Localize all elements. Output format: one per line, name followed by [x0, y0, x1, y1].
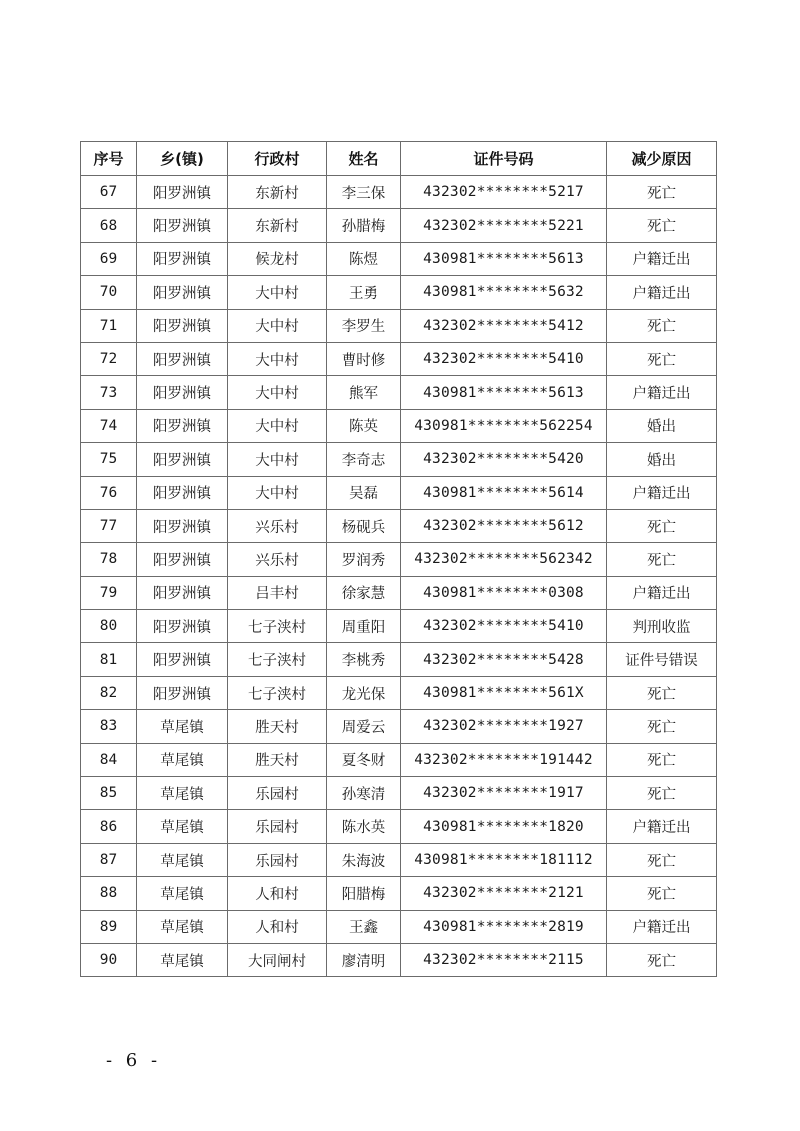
header-township: 乡(镇) — [137, 142, 228, 176]
cell-id-number: 430981********5613 — [401, 242, 607, 275]
cell-name: 龙光保 — [327, 676, 401, 709]
cell-id-number: 432302********5420 — [401, 443, 607, 476]
cell-township: 草尾镇 — [137, 943, 228, 976]
cell-township: 草尾镇 — [137, 910, 228, 943]
cell-id-number: 430981********5614 — [401, 476, 607, 509]
cell-township: 阳罗洲镇 — [137, 643, 228, 676]
table-row — [81, 242, 717, 275]
cell-serial: 71 — [81, 309, 137, 342]
cell-village: 兴乐村 — [228, 543, 327, 576]
cell-village: 胜天村 — [228, 743, 327, 776]
cell-serial: 78 — [81, 543, 137, 576]
cell-id-number: 430981********0308 — [401, 576, 607, 609]
table-row — [81, 643, 717, 676]
cell-serial: 67 — [81, 176, 137, 209]
cell-reason: 婚出 — [607, 409, 717, 442]
cell-reason: 户籍迁出 — [607, 810, 717, 843]
cell-serial: 75 — [81, 443, 137, 476]
cell-name: 周重阳 — [327, 610, 401, 643]
cell-village: 人和村 — [228, 877, 327, 910]
table-row — [81, 209, 717, 242]
cell-reason: 死亡 — [607, 877, 717, 910]
cell-name: 曹时修 — [327, 342, 401, 375]
cell-name: 熊军 — [327, 376, 401, 409]
cell-id-number: 430981********5632 — [401, 276, 607, 309]
cell-township: 阳罗洲镇 — [137, 476, 228, 509]
cell-reason: 死亡 — [607, 509, 717, 542]
cell-serial: 89 — [81, 910, 137, 943]
header-serial: 序号 — [81, 142, 137, 176]
cell-village: 乐园村 — [228, 810, 327, 843]
cell-id-number: 432302********5410 — [401, 342, 607, 375]
cell-serial: 85 — [81, 777, 137, 810]
cell-name: 夏冬财 — [327, 743, 401, 776]
cell-id-number: 432302********5217 — [401, 176, 607, 209]
cell-name: 罗润秀 — [327, 543, 401, 576]
cell-name: 王勇 — [327, 276, 401, 309]
cell-village: 七子浃村 — [228, 676, 327, 709]
cell-id-number: 432302********562342 — [401, 543, 607, 576]
cell-reason: 死亡 — [607, 543, 717, 576]
cell-township: 阳罗洲镇 — [137, 376, 228, 409]
cell-reason: 死亡 — [607, 743, 717, 776]
cell-township: 阳罗洲镇 — [137, 209, 228, 242]
cell-name: 陈煜 — [327, 242, 401, 275]
table-row — [81, 409, 717, 442]
cell-name: 李桃秀 — [327, 643, 401, 676]
cell-name: 李奇志 — [327, 443, 401, 476]
cell-village: 乐园村 — [228, 777, 327, 810]
cell-name: 李三保 — [327, 176, 401, 209]
cell-id-number: 430981********562254 — [401, 409, 607, 442]
cell-reason: 死亡 — [607, 943, 717, 976]
table-row — [81, 509, 717, 542]
table-row — [81, 342, 717, 375]
cell-name: 孙腊梅 — [327, 209, 401, 242]
header-id-number: 证件号码 — [401, 142, 607, 176]
cell-township: 阳罗洲镇 — [137, 610, 228, 643]
reduction-roster-table — [80, 141, 717, 977]
cell-serial: 83 — [81, 710, 137, 743]
cell-name: 周爱云 — [327, 710, 401, 743]
cell-serial: 72 — [81, 342, 137, 375]
cell-serial: 88 — [81, 877, 137, 910]
table-row — [81, 877, 717, 910]
table-body — [81, 176, 717, 977]
cell-reason: 户籍迁出 — [607, 576, 717, 609]
table-row — [81, 176, 717, 209]
cell-township: 草尾镇 — [137, 843, 228, 876]
cell-reason: 户籍迁出 — [607, 910, 717, 943]
cell-township: 草尾镇 — [137, 710, 228, 743]
cell-township: 阳罗洲镇 — [137, 443, 228, 476]
cell-reason: 死亡 — [607, 309, 717, 342]
cell-township: 阳罗洲镇 — [137, 543, 228, 576]
table-row — [81, 376, 717, 409]
cell-township: 阳罗洲镇 — [137, 176, 228, 209]
cell-village: 大中村 — [228, 276, 327, 309]
table-row — [81, 676, 717, 709]
cell-serial: 81 — [81, 643, 137, 676]
cell-serial: 69 — [81, 242, 137, 275]
cell-township: 阳罗洲镇 — [137, 576, 228, 609]
cell-village: 东新村 — [228, 209, 327, 242]
cell-id-number: 432302********5412 — [401, 309, 607, 342]
table-row — [81, 710, 717, 743]
cell-village: 大中村 — [228, 443, 327, 476]
table-row — [81, 443, 717, 476]
cell-township: 阳罗洲镇 — [137, 509, 228, 542]
cell-id-number: 430981********2819 — [401, 910, 607, 943]
table-header-row — [81, 142, 717, 176]
cell-village: 东新村 — [228, 176, 327, 209]
cell-reason: 户籍迁出 — [607, 242, 717, 275]
cell-serial: 76 — [81, 476, 137, 509]
cell-id-number: 430981********181112 — [401, 843, 607, 876]
cell-village: 吕丰村 — [228, 576, 327, 609]
cell-name: 廖清明 — [327, 943, 401, 976]
header-reason: 减少原因 — [607, 142, 717, 176]
cell-id-number: 430981********5613 — [401, 376, 607, 409]
cell-serial: 84 — [81, 743, 137, 776]
cell-id-number: 432302********5221 — [401, 209, 607, 242]
cell-id-number: 432302********2115 — [401, 943, 607, 976]
cell-name: 陈水英 — [327, 810, 401, 843]
table-row — [81, 777, 717, 810]
cell-reason: 户籍迁出 — [607, 276, 717, 309]
cell-serial: 87 — [81, 843, 137, 876]
cell-reason: 死亡 — [607, 710, 717, 743]
cell-serial: 68 — [81, 209, 137, 242]
cell-id-number: 432302********1917 — [401, 777, 607, 810]
cell-id-number: 432302********2121 — [401, 877, 607, 910]
cell-serial: 80 — [81, 610, 137, 643]
cell-name: 吴磊 — [327, 476, 401, 509]
cell-township: 阳罗洲镇 — [137, 342, 228, 375]
cell-name: 杨砚兵 — [327, 509, 401, 542]
header-name: 姓名 — [327, 142, 401, 176]
cell-reason: 死亡 — [607, 176, 717, 209]
cell-township: 阳罗洲镇 — [137, 276, 228, 309]
cell-id-number: 432302********1927 — [401, 710, 607, 743]
cell-village: 大中村 — [228, 476, 327, 509]
cell-township: 阳罗洲镇 — [137, 409, 228, 442]
cell-village: 七子浃村 — [228, 610, 327, 643]
cell-reason: 死亡 — [607, 843, 717, 876]
table-row — [81, 309, 717, 342]
cell-serial: 90 — [81, 943, 137, 976]
cell-township: 草尾镇 — [137, 743, 228, 776]
cell-village: 乐园村 — [228, 843, 327, 876]
cell-serial: 74 — [81, 409, 137, 442]
cell-serial: 70 — [81, 276, 137, 309]
table-row — [81, 276, 717, 309]
cell-village: 候龙村 — [228, 242, 327, 275]
cell-reason: 户籍迁出 — [607, 476, 717, 509]
table-row — [81, 610, 717, 643]
cell-id-number: 432302********191442 — [401, 743, 607, 776]
cell-township: 草尾镇 — [137, 877, 228, 910]
cell-village: 大中村 — [228, 409, 327, 442]
cell-id-number: 430981********1820 — [401, 810, 607, 843]
table-row — [81, 576, 717, 609]
cell-name: 朱海波 — [327, 843, 401, 876]
cell-name: 李罗生 — [327, 309, 401, 342]
cell-reason: 死亡 — [607, 676, 717, 709]
cell-township: 草尾镇 — [137, 777, 228, 810]
header-village: 行政村 — [228, 142, 327, 176]
cell-reason: 婚出 — [607, 443, 717, 476]
cell-reason: 死亡 — [607, 777, 717, 810]
cell-village: 人和村 — [228, 910, 327, 943]
cell-name: 阳腊梅 — [327, 877, 401, 910]
cell-name: 王鑫 — [327, 910, 401, 943]
table-row — [81, 743, 717, 776]
page-number: - 6 - — [106, 1050, 162, 1071]
cell-village: 大同闸村 — [228, 943, 327, 976]
cell-township: 阳罗洲镇 — [137, 676, 228, 709]
cell-reason: 死亡 — [607, 209, 717, 242]
table-row — [81, 810, 717, 843]
cell-reason: 判刑收监 — [607, 610, 717, 643]
cell-name: 陈英 — [327, 409, 401, 442]
table-row — [81, 476, 717, 509]
cell-serial: 77 — [81, 509, 137, 542]
cell-village: 胜天村 — [228, 710, 327, 743]
cell-serial: 73 — [81, 376, 137, 409]
cell-serial: 82 — [81, 676, 137, 709]
cell-reason: 户籍迁出 — [607, 376, 717, 409]
table-row — [81, 543, 717, 576]
cell-id-number: 432302********5612 — [401, 509, 607, 542]
cell-id-number: 432302********5428 — [401, 643, 607, 676]
cell-name: 徐家慧 — [327, 576, 401, 609]
cell-township: 阳罗洲镇 — [137, 309, 228, 342]
cell-village: 大中村 — [228, 342, 327, 375]
cell-village: 大中村 — [228, 309, 327, 342]
cell-village: 大中村 — [228, 376, 327, 409]
cell-village: 七子浃村 — [228, 643, 327, 676]
cell-id-number: 432302********5410 — [401, 610, 607, 643]
cell-township: 阳罗洲镇 — [137, 242, 228, 275]
cell-reason: 死亡 — [607, 342, 717, 375]
cell-id-number: 430981********561X — [401, 676, 607, 709]
cell-serial: 79 — [81, 576, 137, 609]
cell-name: 孙寒清 — [327, 777, 401, 810]
cell-village: 兴乐村 — [228, 509, 327, 542]
cell-serial: 86 — [81, 810, 137, 843]
cell-reason: 证件号错误 — [607, 643, 717, 676]
table-row — [81, 943, 717, 976]
cell-township: 草尾镇 — [137, 810, 228, 843]
table-row — [81, 910, 717, 943]
table-row — [81, 843, 717, 876]
